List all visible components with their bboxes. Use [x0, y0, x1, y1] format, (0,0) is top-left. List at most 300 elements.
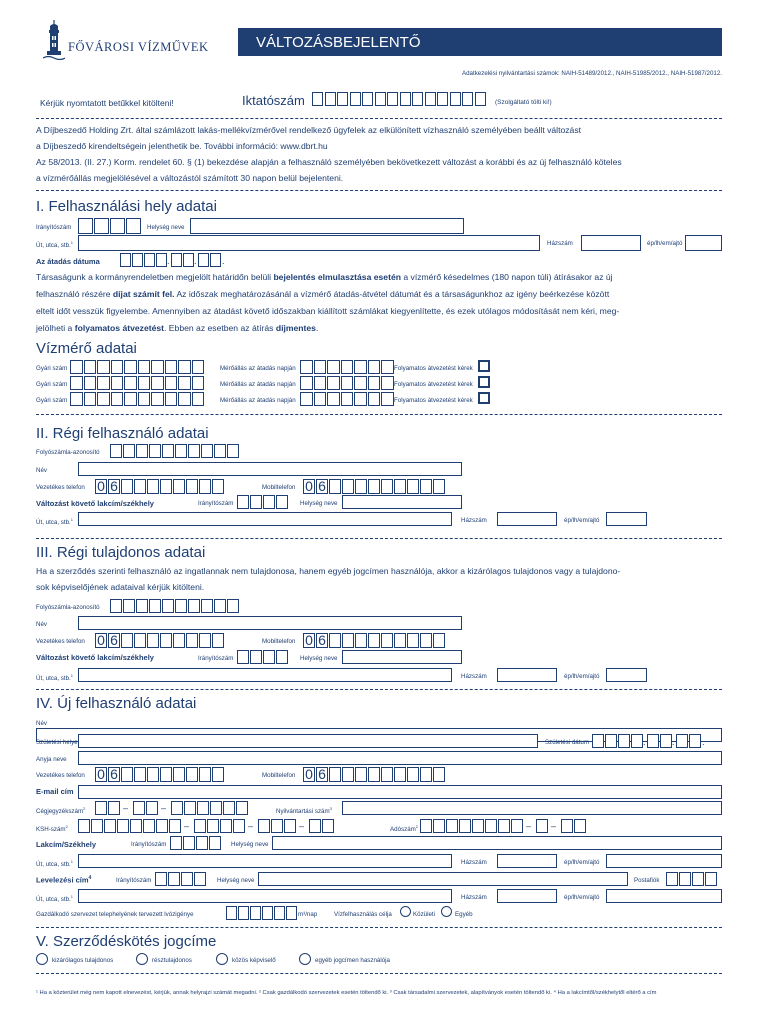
s3-folyoszamla-box[interactable]	[110, 599, 122, 613]
date-year-box[interactable]	[156, 253, 167, 267]
s2-vezetekes-box[interactable]	[199, 479, 211, 494]
meroallas-box[interactable]	[327, 392, 340, 406]
gyari-szam-box[interactable]	[138, 392, 151, 406]
gyari-szam-box[interactable]	[70, 376, 83, 390]
s2-iranyitoszam-box[interactable]	[237, 495, 249, 509]
s3-folyoszamla-box[interactable]	[149, 599, 161, 613]
birth-day-box[interactable]	[689, 734, 701, 748]
gyari-szam-box[interactable]	[97, 392, 110, 406]
s4-kozuleti-label: Közületi	[413, 911, 436, 918]
s3-iranyitoszam-box[interactable]	[250, 650, 262, 664]
s2-mobil-box[interactable]	[329, 479, 341, 494]
s2-folyoszamla-box[interactable]	[214, 444, 226, 458]
kozuleti-radio[interactable]	[400, 906, 411, 917]
cegjegyzek-box[interactable]	[236, 801, 248, 815]
cegjegyzek-box[interactable]	[133, 801, 145, 815]
s4-ksh-label: KSH-szám$^2$	[36, 824, 68, 834]
gyari-szam-box[interactable]	[178, 376, 191, 390]
s3-vezetekes-box[interactable]	[134, 633, 146, 648]
s4-levelezesi-ep-input[interactable]	[606, 889, 722, 903]
s2-folyoszamla-box[interactable]	[149, 444, 161, 458]
s3-folyoszamla-box[interactable]	[214, 599, 226, 613]
meroallas-box[interactable]	[314, 392, 327, 406]
gyari-szam-box[interactable]	[178, 360, 191, 374]
s4-szuletesi-hely-input[interactable]	[78, 734, 538, 748]
s4-levelezesi-iranyitoszam-box[interactable]	[168, 872, 180, 886]
meroallas-box[interactable]	[381, 376, 394, 390]
gyari-szam-box[interactable]	[192, 392, 205, 406]
folyamatos-checkbox[interactable]	[478, 360, 490, 372]
birth-day-box[interactable]	[676, 734, 688, 748]
s1-ep-input[interactable]	[685, 235, 722, 251]
adoszam-box[interactable]	[574, 819, 586, 833]
s3-vezetekes-box[interactable]	[212, 633, 224, 648]
date-dot: .	[643, 737, 646, 747]
meroallas-box[interactable]	[354, 360, 367, 374]
s4-helyseg-input[interactable]	[272, 836, 722, 850]
s1-iranyitoszam-box[interactable]	[78, 218, 93, 234]
s3-vezetekes-box[interactable]	[199, 633, 211, 648]
ksh-box[interactable]	[322, 819, 334, 833]
date-year-box[interactable]	[120, 253, 131, 267]
logo-text: FŐVÁROSI VÍZMŰVEK	[68, 40, 209, 54]
s3-mobil-box[interactable]	[394, 633, 406, 648]
s3-folyoszamla-box[interactable]	[136, 599, 148, 613]
s4-szuletesi-datum-label: Születési dátum	[545, 739, 590, 746]
cegjegyzek-box[interactable]	[223, 801, 235, 815]
s1-helyseg-input[interactable]	[190, 218, 464, 234]
s2-vezetekes-box[interactable]	[160, 479, 172, 494]
gyari-szam-box[interactable]	[138, 360, 151, 374]
s3-desc-2: sok képviselőjének adataival kérjük kitölteni.	[36, 582, 205, 592]
iktatoszam-char-box[interactable]	[450, 92, 461, 106]
s4-anyja-label: Anyja neve	[36, 756, 67, 763]
ksh-box[interactable]	[309, 819, 321, 833]
s2-mobil-box[interactable]	[394, 479, 406, 494]
s3-folyoszamla-box[interactable]	[175, 599, 187, 613]
vizigeny-box[interactable]	[274, 906, 285, 920]
s2-vezetekes-box[interactable]	[186, 479, 198, 494]
meroallas-box[interactable]	[327, 360, 340, 374]
separator-dash: –	[299, 821, 305, 831]
s4-mobil-box[interactable]	[329, 767, 341, 782]
s3-mobil-box[interactable]	[329, 633, 341, 648]
ksh-box[interactable]	[258, 819, 270, 833]
s4-iranyitoszam-label: Irányítószám	[131, 841, 167, 848]
adoszam-box[interactable]	[459, 819, 471, 833]
adoszam-box[interactable]	[472, 819, 484, 833]
meroallas-box[interactable]	[368, 392, 381, 406]
s4-ut-input[interactable]	[78, 854, 452, 868]
s2-ep-input[interactable]	[606, 512, 647, 526]
s3-mobil-box[interactable]	[407, 633, 419, 648]
iktatoszam-note: (Szolgáltató tölti ki!)	[495, 99, 552, 106]
s3-folyoszamla-box[interactable]	[162, 599, 174, 613]
s1-line-1: Társaságunk a kormányrendeletben megjelölt határidőn belüli bejelentés elmulasztása esetén a vízmérő késedelmes (180 napon túli) átírásakor az új	[36, 272, 613, 282]
s3-ut-input[interactable]	[78, 668, 452, 682]
s1-iranyitoszam-box[interactable]	[110, 218, 125, 234]
cegjegyzek-box[interactable]	[184, 801, 196, 815]
meroallas-box[interactable]	[300, 392, 313, 406]
s2-hazszam-input[interactable]	[497, 512, 557, 526]
vizigeny-box[interactable]	[262, 906, 273, 920]
s1-ut-input[interactable]	[78, 235, 540, 251]
gyari-szam-box[interactable]	[124, 360, 137, 374]
s4-levelezesi-helyseg-input[interactable]	[258, 872, 628, 886]
s4-vezetekes-box[interactable]	[134, 767, 146, 782]
s2-vezetekes-box[interactable]	[147, 479, 159, 494]
s2-lakcim-label: Változást követő lakcím/székhely	[36, 499, 154, 508]
meroallas-box[interactable]	[300, 360, 313, 374]
s3-folyoszamla-box[interactable]	[201, 599, 213, 613]
ksh-box[interactable]	[194, 819, 206, 833]
meroallas-box[interactable]	[327, 376, 340, 390]
birth-year-box[interactable]	[631, 734, 643, 748]
vizigeny-box[interactable]	[226, 906, 237, 920]
postafiok-box[interactable]	[692, 872, 704, 886]
divider	[36, 927, 722, 928]
s4-levelezesi-label: Levelezési cím$^4$	[36, 875, 92, 885]
vizigeny-box[interactable]	[238, 906, 249, 920]
vizigeny-box[interactable]	[250, 906, 261, 920]
s4-mobil-box[interactable]	[420, 767, 432, 782]
s4-vezetekes-box[interactable]	[160, 767, 172, 782]
s4-m3nap-label: m³/nap	[298, 911, 318, 918]
ksh-box[interactable]	[220, 819, 232, 833]
cegjegyzek-box[interactable]	[210, 801, 222, 815]
s2-mobil-box[interactable]	[355, 479, 367, 494]
s4-levelezesi-iranyitoszam-box[interactable]	[155, 872, 167, 886]
gyari-szam-box[interactable]	[138, 376, 151, 390]
s4-mobil-box[interactable]	[394, 767, 406, 782]
footnotes: ¹ Ha a közterület még nem kapott elnevezést, kérjük, annak helyrajzi számát megadni. ² Csak gazdálkodó szervezetek esetén töltendő ki. ³ Csak társadalmi szervezetek, alapítványok esetén töltendő ki. ⁴ Ha a lakcímtől/székhelytől eltérő a cím	[36, 990, 657, 996]
gyari-szam-box[interactable]	[84, 360, 97, 374]
iktatoszam-char-box[interactable]	[375, 92, 386, 106]
birth-month-box[interactable]	[647, 734, 659, 748]
s4-iranyitoszam-box[interactable]	[196, 836, 208, 850]
iktatoszam-char-box[interactable]	[350, 92, 361, 106]
s2-vezetekes-box[interactable]	[121, 479, 133, 494]
divider	[36, 973, 722, 974]
gyari-szam-box[interactable]	[151, 360, 164, 374]
iktatoszam-char-box[interactable]	[387, 92, 398, 106]
gyari-szam-box[interactable]	[111, 360, 124, 374]
s3-iranyitoszam-box[interactable]	[263, 650, 275, 664]
s3-mobil-box[interactable]	[433, 633, 445, 648]
egyeb-radio[interactable]	[441, 906, 452, 917]
iktatoszam-char-box[interactable]	[325, 92, 336, 106]
s2-folyoszamla-box[interactable]	[123, 444, 135, 458]
s4-vezetekes-box[interactable]	[173, 767, 185, 782]
s3-mobil-box[interactable]	[342, 633, 354, 648]
s1-line-3: eltelt időt vesszük figyelembe. Amennyiben az átadást követő időszakban kiállított számlákat kiegyenlítette, és ezek utólagos módosítását nem kéri, meg-	[36, 306, 620, 316]
ksh-box[interactable]	[233, 819, 245, 833]
s2-nev-label: Név	[36, 467, 48, 474]
gyari-szam-box[interactable]	[97, 360, 110, 374]
s1-hazszam-input[interactable]	[581, 235, 641, 251]
s1-hazszam-label: Házszám	[547, 240, 573, 247]
s3-helyseg-input[interactable]	[342, 650, 462, 664]
s4-vezetekes-box[interactable]	[186, 767, 198, 782]
meroallas-box[interactable]	[368, 360, 381, 374]
radio-kizarolagos[interactable]	[36, 953, 48, 965]
s2-mobil-box[interactable]	[433, 479, 445, 494]
s3-ep-input[interactable]	[606, 668, 647, 682]
gyari-szam-box[interactable]	[165, 392, 178, 406]
s4-levelezesi-ut-input[interactable]	[78, 889, 452, 903]
s2-vezetekes-box[interactable]	[173, 479, 185, 494]
s3-mobil-box[interactable]	[368, 633, 380, 648]
s2-iranyitoszam-box[interactable]	[263, 495, 275, 509]
adoszam-box[interactable]	[536, 819, 548, 833]
ksh-box[interactable]	[91, 819, 103, 833]
gyari-szam-box[interactable]	[192, 376, 205, 390]
ksh-box[interactable]	[284, 819, 296, 833]
ksh-box[interactable]	[78, 819, 90, 833]
date-year-box[interactable]	[132, 253, 143, 267]
s2-folyoszamla-box[interactable]	[110, 444, 122, 458]
s2-helyseg-input[interactable]	[342, 495, 462, 509]
ksh-box[interactable]	[143, 819, 155, 833]
gyari-szam-label: Gyári szám	[36, 381, 68, 388]
ksh-box[interactable]	[156, 819, 168, 833]
s2-vezetekes-box[interactable]	[134, 479, 146, 494]
s2-folyoszamla-box[interactable]	[162, 444, 174, 458]
s4-mobil-box[interactable]	[433, 767, 445, 782]
s3-vezetekes-prefix: 6	[108, 633, 120, 648]
adoszam-box[interactable]	[511, 819, 523, 833]
s4-email-input[interactable]	[78, 785, 722, 799]
cegjegyzek-box[interactable]	[146, 801, 158, 815]
birth-month-box[interactable]	[660, 734, 672, 748]
ksh-box[interactable]	[169, 819, 181, 833]
gyari-szam-box[interactable]	[111, 392, 124, 406]
adoszam-box[interactable]	[420, 819, 432, 833]
s4-vezetekes-box[interactable]	[147, 767, 159, 782]
radio-resztulajdonos[interactable]	[136, 953, 148, 965]
adoszam-box[interactable]	[561, 819, 573, 833]
s3-vezetekes-box[interactable]	[186, 633, 198, 648]
s4-hazszam-input[interactable]	[497, 854, 557, 868]
s3-hazszam-input[interactable]	[497, 668, 557, 682]
s4-lakcim-label: Lakcím/Székhely	[36, 840, 97, 849]
iktatoszam-char-box[interactable]	[362, 92, 373, 106]
s2-ut-input[interactable]	[78, 512, 452, 526]
iktatoszam-char-box[interactable]	[312, 92, 323, 106]
meroallas-box[interactable]	[354, 392, 367, 406]
s2-ep-label: ép/lh/em/ajtó	[564, 517, 600, 524]
s2-nev-input[interactable]	[78, 462, 462, 476]
folyamatos-checkbox[interactable]	[478, 392, 490, 404]
s4-mobil-box[interactable]	[368, 767, 380, 782]
gyari-szam-box[interactable]	[178, 392, 191, 406]
s3-folyoszamla-box[interactable]	[227, 599, 239, 613]
gyari-szam-box[interactable]	[70, 360, 83, 374]
gyari-szam-box[interactable]	[70, 392, 83, 406]
s4-iranyitoszam-box[interactable]	[183, 836, 195, 850]
s2-folyoszamla-box[interactable]	[201, 444, 213, 458]
gyari-szam-box[interactable]	[165, 376, 178, 390]
cegjegyzek-box[interactable]	[95, 801, 107, 815]
gyari-szam-box[interactable]	[165, 360, 178, 374]
separator-dash: –	[123, 803, 129, 813]
meroallas-box[interactable]	[381, 392, 394, 406]
s3-vezetekes-box[interactable]	[147, 633, 159, 648]
s4-mobil-prefix: 0	[303, 767, 315, 782]
adoszam-box[interactable]	[498, 819, 510, 833]
s2-vezetekes-box[interactable]	[212, 479, 224, 494]
s2-vezetekes-label: Vezetékes telefon	[36, 484, 85, 491]
postafiok-box[interactable]	[679, 872, 691, 886]
adoszam-box[interactable]	[433, 819, 445, 833]
meroallas-label: Mérőállás az átadás napján	[220, 365, 296, 372]
s3-folyoszamla-box[interactable]	[188, 599, 200, 613]
meroallas-box[interactable]	[368, 376, 381, 390]
iktatoszam-char-box[interactable]	[337, 92, 348, 106]
iktatoszam-char-box[interactable]	[412, 92, 423, 106]
s2-hazszam-label: Házszám	[461, 517, 487, 524]
s1-iranyitoszam-box[interactable]	[94, 218, 109, 234]
folyamatos-label: Folyamatos átvezetést kérek	[394, 365, 473, 372]
s2-iranyitoszam-box[interactable]	[276, 495, 288, 509]
meroallas-label: Mérőállás az átadás napján	[220, 381, 296, 388]
birth-year-box[interactable]	[605, 734, 617, 748]
s1-iranyitoszam-box[interactable]	[126, 218, 141, 234]
birth-year-box[interactable]	[592, 734, 604, 748]
ksh-box[interactable]	[104, 819, 116, 833]
cegjegyzek-box[interactable]	[197, 801, 209, 815]
postafiok-box[interactable]	[666, 872, 678, 886]
s2-mobil-box[interactable]	[342, 479, 354, 494]
s4-mobil-box[interactable]	[342, 767, 354, 782]
meroallas-label: Mérőállás az átadás napján	[220, 397, 296, 404]
s3-nev-input[interactable]	[78, 616, 462, 630]
gyari-szam-box[interactable]	[124, 392, 137, 406]
gyari-szam-box[interactable]	[84, 376, 97, 390]
s3-mobil-box[interactable]	[381, 633, 393, 648]
date-day-box[interactable]	[210, 253, 221, 267]
gyari-szam-box[interactable]	[111, 376, 124, 390]
s4-mobil-box[interactable]	[355, 767, 367, 782]
s3-vezetekes-box[interactable]	[160, 633, 172, 648]
radio-kozos-kepviselo[interactable]	[216, 953, 228, 965]
s1-helyseg-label: Helység neve	[147, 224, 185, 231]
adoszam-box[interactable]	[446, 819, 458, 833]
s4-ep-input[interactable]	[606, 854, 722, 868]
s4-vezetekes-label: Vezetékes telefon	[36, 772, 85, 779]
gyari-szam-box[interactable]	[192, 360, 205, 374]
cegjegyzek-box[interactable]	[108, 801, 120, 815]
s4-vezetekes-box[interactable]	[212, 767, 224, 782]
separator-dash: –	[248, 821, 254, 831]
gyari-szam-box[interactable]	[97, 376, 110, 390]
gyari-szam-box[interactable]	[124, 376, 137, 390]
ksh-box[interactable]	[271, 819, 283, 833]
s2-folyoszamla-box[interactable]	[227, 444, 239, 458]
opt-kizarolagos-label: kizárólagos tulajdonos	[52, 957, 114, 964]
gyari-szam-box[interactable]	[151, 376, 164, 390]
s4-levelezesi-iranyitoszam-box[interactable]	[194, 872, 206, 886]
s1-line-4: jelölheti a folyamatos átvezetést. Ebben az esetben az átírás díjmentes.	[36, 323, 319, 333]
meroallas-box[interactable]	[300, 376, 313, 390]
s2-mobil-box[interactable]	[381, 479, 393, 494]
s2-iranyitoszam-box[interactable]	[250, 495, 262, 509]
s4-levelezesi-hazszam-input[interactable]	[497, 889, 557, 903]
intro-line-1: A Díjbeszedő Holding Zrt. által számlázott lakás-mellékvízmérővel rendelkező ügyfelek az elkülönített vízhasználó személyében beállt változást	[36, 125, 582, 135]
birth-year-box[interactable]	[618, 734, 630, 748]
iktatoszam-char-box[interactable]	[462, 92, 473, 106]
s4-mobil-box[interactable]	[407, 767, 419, 782]
s3-mobil-box[interactable]	[355, 633, 367, 648]
postafiok-box[interactable]	[705, 872, 717, 886]
ksh-box[interactable]	[117, 819, 129, 833]
iktatoszam-char-box[interactable]	[475, 92, 486, 106]
date-dot: .	[194, 256, 197, 266]
radio-egyeb-jogcimen[interactable]	[299, 953, 311, 965]
meroallas-box[interactable]	[381, 360, 394, 374]
iktatoszam-char-box[interactable]	[400, 92, 411, 106]
meroallas-box[interactable]	[341, 376, 354, 390]
s3-iranyitoszam-box[interactable]	[237, 650, 249, 664]
meroallas-box[interactable]	[314, 360, 327, 374]
iktatoszam-char-box[interactable]	[425, 92, 436, 106]
date-day-box[interactable]	[198, 253, 209, 267]
s2-folyoszamla-box[interactable]	[188, 444, 200, 458]
s2-folyoszamla-label: Folyószámla-azonosító	[36, 449, 100, 456]
s4-vezetekes-box[interactable]	[199, 767, 211, 782]
gyari-szam-box[interactable]	[151, 392, 164, 406]
s4-nyilvantartasi-input[interactable]	[342, 801, 722, 815]
s2-mobil-box[interactable]	[407, 479, 419, 494]
s3-lakcim-label: Változást követő lakcím/székhely	[36, 653, 154, 662]
date-year-box[interactable]	[144, 253, 155, 267]
folyamatos-checkbox[interactable]	[478, 376, 490, 388]
s3-vezetekes-box[interactable]	[121, 633, 133, 648]
section-4-title: IV. Új felhasználó adatai	[36, 695, 197, 712]
cegjegyzek-box[interactable]	[171, 801, 183, 815]
s4-iranyitoszam-box[interactable]	[170, 836, 182, 850]
meroallas-box[interactable]	[341, 392, 354, 406]
s2-mobil-box[interactable]	[420, 479, 432, 494]
s2-mobil-box[interactable]	[368, 479, 380, 494]
iktatoszam-char-box[interactable]	[437, 92, 448, 106]
meroallas-box[interactable]	[354, 376, 367, 390]
s4-anyja-input[interactable]	[78, 751, 722, 765]
s3-mobil-box[interactable]	[420, 633, 432, 648]
meroallas-box[interactable]	[341, 360, 354, 374]
ksh-box[interactable]	[207, 819, 219, 833]
s2-folyoszamla-box[interactable]	[136, 444, 148, 458]
s4-iranyitoszam-box[interactable]	[209, 836, 221, 850]
s4-mobil-box[interactable]	[381, 767, 393, 782]
gyari-szam-box[interactable]	[84, 392, 97, 406]
ksh-box[interactable]	[130, 819, 142, 833]
s3-iranyitoszam-box[interactable]	[276, 650, 288, 664]
s3-vezetekes-box[interactable]	[173, 633, 185, 648]
date-month-box[interactable]	[183, 253, 194, 267]
s2-folyoszamla-box[interactable]	[175, 444, 187, 458]
date-month-box[interactable]	[171, 253, 182, 267]
s3-vezetekes-label: Vezetékes telefon	[36, 638, 85, 645]
s4-vezetekes-box[interactable]	[121, 767, 133, 782]
s3-mobil-label: Mobiltelefon	[262, 638, 296, 645]
s4-levelezesi-iranyitoszam-box[interactable]	[181, 872, 193, 886]
meroallas-box[interactable]	[314, 376, 327, 390]
s3-folyoszamla-box[interactable]	[123, 599, 135, 613]
adoszam-box[interactable]	[485, 819, 497, 833]
vizigeny-box[interactable]	[286, 906, 297, 920]
s1-description	[36, 269, 722, 337]
